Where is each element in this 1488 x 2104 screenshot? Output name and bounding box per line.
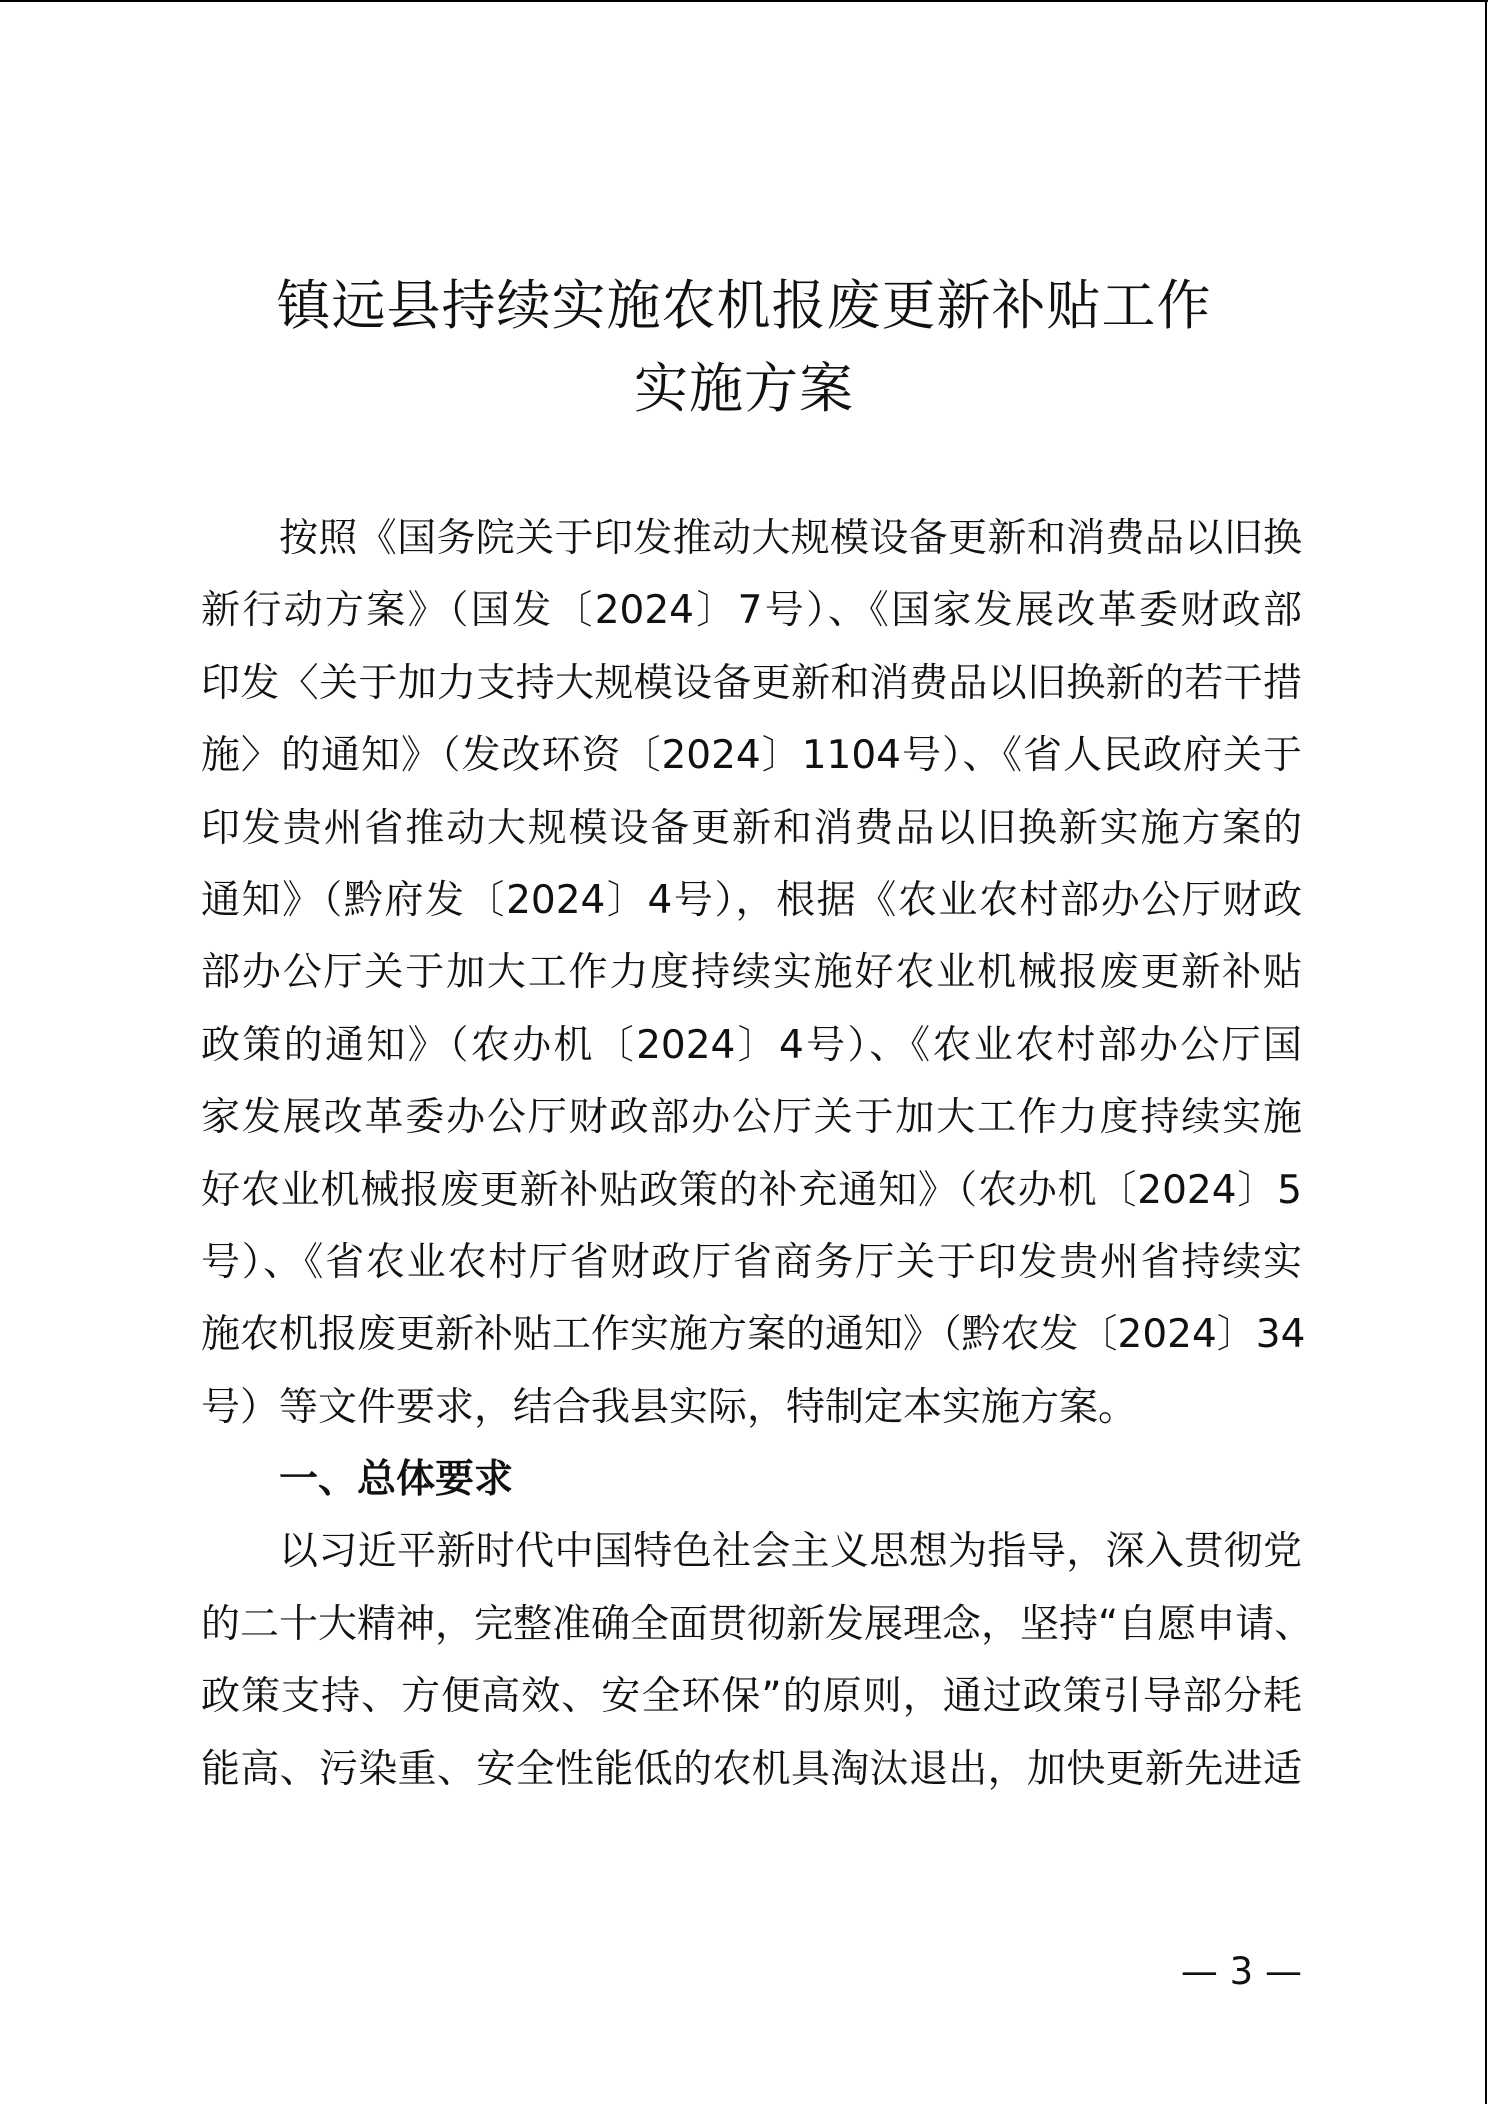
body-line: 号）等文件要求，结合我县实际，特制定本实施方案。 xyxy=(201,1384,1138,1430)
document-title-line-2: 实施方案 xyxy=(634,357,854,420)
page-top-edge xyxy=(0,0,1488,2)
body-line: 印发贵州省推动大规模设备更新和消费品以旧换新实施方案的 xyxy=(201,805,1302,851)
section-heading: 一、总体要求 xyxy=(279,1457,514,1503)
body-line: 通知》（黔府发〔2024〕4号），根据《农业农村部办公厅财政 xyxy=(201,877,1302,923)
body-line: 号）、《省农业农村厅省财政厅省商务厅关于印发贵州省持续实 xyxy=(201,1239,1302,1285)
body-line: 施〉的通知》（发改环资〔2024〕1104号）、《省人民政府关于 xyxy=(201,733,1302,779)
document-title-line-1: 镇远县持续实施农机报废更新补贴工作 xyxy=(276,274,1212,337)
body-line: 能高、污染重、安全性能低的农机具淘汰退出，加快更新先进适 xyxy=(201,1746,1302,1792)
body-line: 按照《国务院关于印发推动大规模设备更新和消费品以旧换 xyxy=(279,516,1302,561)
body-line: 政策支持、方便高效、安全环保”的原则，通过政策引导部分耗 xyxy=(201,1674,1302,1720)
document-body xyxy=(201,503,1314,1806)
page-number: — 3 — xyxy=(1180,1950,1302,1993)
intro-paragraph xyxy=(201,503,1306,1444)
body-line: 印发〈关于加力支持大规模设备更新和消费品以旧换新的若干措 xyxy=(201,660,1302,706)
body-line: 施农机报废更新补贴工作实施方案的通知》（黔农发〔2024〕34 xyxy=(201,1312,1306,1358)
body-line: 家发展改革委办公厅财政部办公厅关于加大工作力度持续实施 xyxy=(201,1095,1302,1141)
body-line: 政策的通知》（农办机〔2024〕4号）、《农业农村部办公厅国 xyxy=(201,1022,1302,1068)
body-line: 部办公厅关于加大工作力度持续实施好农业机械报废更新补贴 xyxy=(201,950,1302,996)
body-line: 好农业机械报废更新补贴政策的补充通知》（农办机〔2024〕5 xyxy=(201,1167,1302,1213)
body-line: 新行动方案》（国发〔2024〕7号）、《国家发展改革委财政部 xyxy=(201,588,1302,634)
body-line: 以习近平新时代中国特色社会主义思想为指导，深入贯彻党 xyxy=(279,1529,1302,1575)
section-1-paragraph xyxy=(201,1516,1314,1806)
body-line: 的二十大精神，完整准确全面贯彻新发展理念，坚持“自愿申请、 xyxy=(201,1601,1314,1647)
